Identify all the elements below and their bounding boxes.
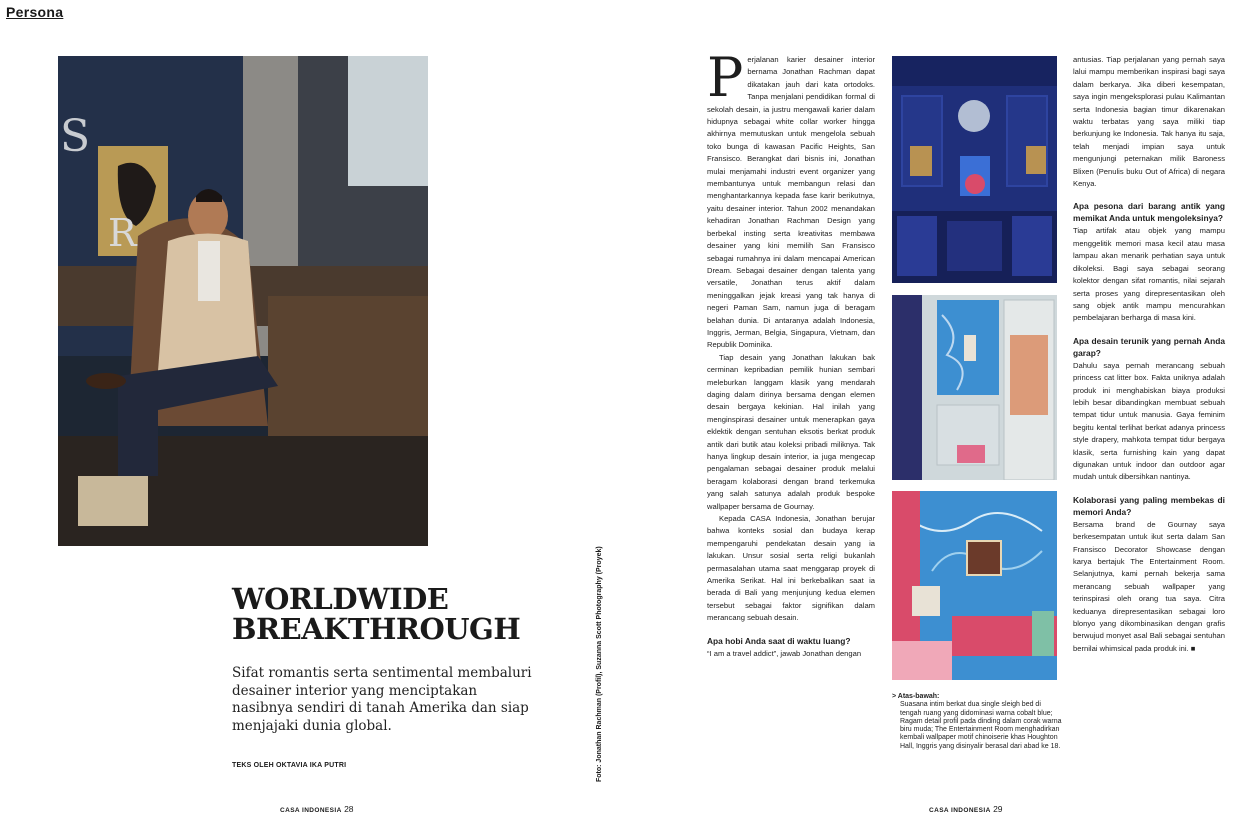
body-column-2 (1073, 54, 1225, 794)
question-4: Kolaborasi yang paling membekas di memori Anda? (1073, 494, 1225, 517)
paragraph-2: Tiap desain yang Jonathan lakukan bak cerminan kepribadian pemilik hunian sembari meleburkan langgam klasik yang mendarah daging dalam dirinya bersama dengan elemen desain bergaya kekinian. Hal inilah yang menginspirasi desainer untuk menerapkan gaya eklektik dengan sentuhan eksotis berkat produk antik dari butik atau koleksi pribadi miliknya. Tak hanya lingkup desain interior, ia juga mengecap pengalaman sebagai desainer produk melalui beragam kolaborasi dengan brand terkemuka yang salah satunya adalah produk bespoke wallpaper bersama de Gournay. (707, 352, 875, 511)
headline (232, 584, 532, 644)
photo-blue-wall-detail (892, 295, 1057, 480)
folio-left (280, 804, 354, 814)
byline (232, 762, 346, 769)
photo-caption (892, 693, 1064, 751)
answer-2: Tiap artifak atau objek yang mampu menggelitik memori masa kecil atau masa lampau akan menarik perhatian saya untuk dikoleksi. Bagi saya sebagai seorang kolektor dengan sifat romantis, nilai sejarah serta proses yang direpresentasikan oleh sang objek antik mampu mencurahkan pembelajaran berharga di masa kini. (1073, 226, 1225, 323)
folio-right (929, 804, 1003, 814)
question-1: Apa hobi Anda saat di waktu luang? (707, 635, 851, 646)
answer-4: Bersama brand de Gournay saya berkesempatan untuk ikut serta dalam San Fransisco Decorator Showcase dengan karya bertajuk The Entertainment Room. Selanjutnya, kami pernah bekerja sama merancang sebuah wallpaper yang terinspirasi oleh orang tua saya. Citra keduanya direpresentasikan sebagai loro blonyo yang dikombinasikan dengan grafis berwujud monyet asal Bali sebagai sentuhan bernilai whimsical pada produk ini. ■ (1073, 519, 1225, 653)
section-label: Persona (6, 4, 64, 20)
deck: Sifat romantis serta sentimental membaluri desainer interior yang menciptakan nasibnya sendiri di tanah Amerika dan siap menjajaki dunia global. (232, 665, 532, 734)
caption-body: Suasana intim berkat dua single sleigh bed di tengah ruang yang didominasi warna cobalt blue; Ragam detail profil pada dinding dalam corak warna biru muda; The Entertainment Room menghadirkan kembali wallpaper motif chinoiserie khas Houghton Hall, Inggris yang disinyalir berasal dari abad ke 18. (900, 701, 1062, 750)
photo-entertainment-room (892, 491, 1057, 680)
svg-text:R: R (108, 211, 137, 255)
svg-text:S: S (60, 111, 91, 162)
answer-3: Dahulu saya pernah merancang sebuah princess cat litter box. Fakta uniknya adalah produk ini menghabiskan biaya produksi lebih besar dibandingkan membuat sebuah tempat tidur untuk manusia. Gaya feminim begitu kental terlihat berkat adanya princess style drapery, mahkota tempat tidur bergaya klasik, serta furnishing kain yang dapat digunakan untuk indoor dan outdoor agar mudah untuk dibersihkan nantinya. (1073, 360, 1225, 482)
folio-right-number: 29 (993, 804, 1003, 814)
headline-line1: WORLDWIDE (232, 582, 449, 616)
body-column-1 (707, 46, 875, 794)
question-3: Apa desain terunik yang pernah Anda garap? (1073, 335, 1225, 358)
answer-1-start: “I am a travel addict”, jawab Jonathan dengan (707, 648, 862, 658)
photo-credit: Foto: Jonathan Rachman (Profil), Suzanna Scott Photography (Proyek) (596, 546, 603, 782)
portrait-photo (58, 56, 428, 546)
byline-prefix: TEKS OLEH (232, 762, 274, 769)
byline-author: OKTAVIA IKA PUTRI (276, 762, 347, 769)
dropcap: P (707, 46, 744, 109)
folio-right-magazine: CASA INDONESIA (929, 807, 991, 814)
headline-line2: BREAKTHROUGH (232, 612, 521, 646)
caption-head: > Atas-bawah: (892, 693, 940, 700)
folio-left-magazine: CASA INDONESIA (280, 807, 342, 814)
paragraph-3: Kepada CASA Indonesia, Jonathan berujar bahwa konteks sosial dan budaya kerap mempengaruhi pendekatan desain yang ia lakukan. Unsur sosial serta religi bukanlah permasalahan utama saat menggarap proyek di Amerika Serikat. Hal ini berkebalikan saat ia berada di Bali yang menjunjung kedua elemen tersebut sebagai faktor signifikan dalam merancang sebuah desain. (707, 514, 875, 623)
intro-text: erjalanan karier desainer interior bernama Jonathan Rachman dapat dikatakan jauh dari kata ortodoks. Tanpa menjalani pendidikan formal di sekolah desain, ia justru mengawali karier dalam hidupnya sebagai white collar worker hingga akhirnya memutuskan untuk mengelola sebuah toko bunga di kawasan Pacific Heights, San Fransisco. Berangkat dari bisnis ini, Jonathan mulai menjamahi industri event organizer yang membantunya untuk membangun relasi dan menghantarkannya kepada fase karir berikutnya, yaitu desainer interior. Tahun 2002 menandakan kehadiran Jonathan Rachman Design yang berbekal insting serta kreativitas membawa desainer yang kini memilih San Fransisco sebagai rumahnya ini dalam mencapai American Dream. Sebagai desainer dengan talenta yang versatile, Jonathan terus aktif dalam meninggalkan jejak kreasi yang tak hanya di negeri Paman Sam, namun juga di beragam belahan dunia. Di antaranya adalah Indonesia, Inggris, Jerman, Belgia, Singapura, Vietnam, dan Republik Dominika. (707, 55, 875, 350)
photo-bedroom-cobalt (892, 56, 1057, 283)
answer-1-continued: antusias. Tiap perjalanan yang pernah saya lalui mampu memberikan inspirasi bagi saya dalam berkarya. Jika diberi kesempatan, saya ingin mengeksplorasi pulau Kalimantan serta Indonesia bagian timur dikarenakan waktu terbatas yang saya miliki tiap berkunjung ke Indonesia. Tak hanya itu saja, telah menjadi impian saya untuk mengunjungi peternakan milik Baroness Blixen (Penulis buku Out of Africa) di negara Kenya. (1073, 55, 1225, 189)
intro-paragraph (707, 46, 875, 352)
folio-left-number: 28 (344, 804, 354, 814)
question-2: Apa pesona dari barang antik yang memikat Anda untuk mengoleksinya? (1073, 201, 1225, 224)
